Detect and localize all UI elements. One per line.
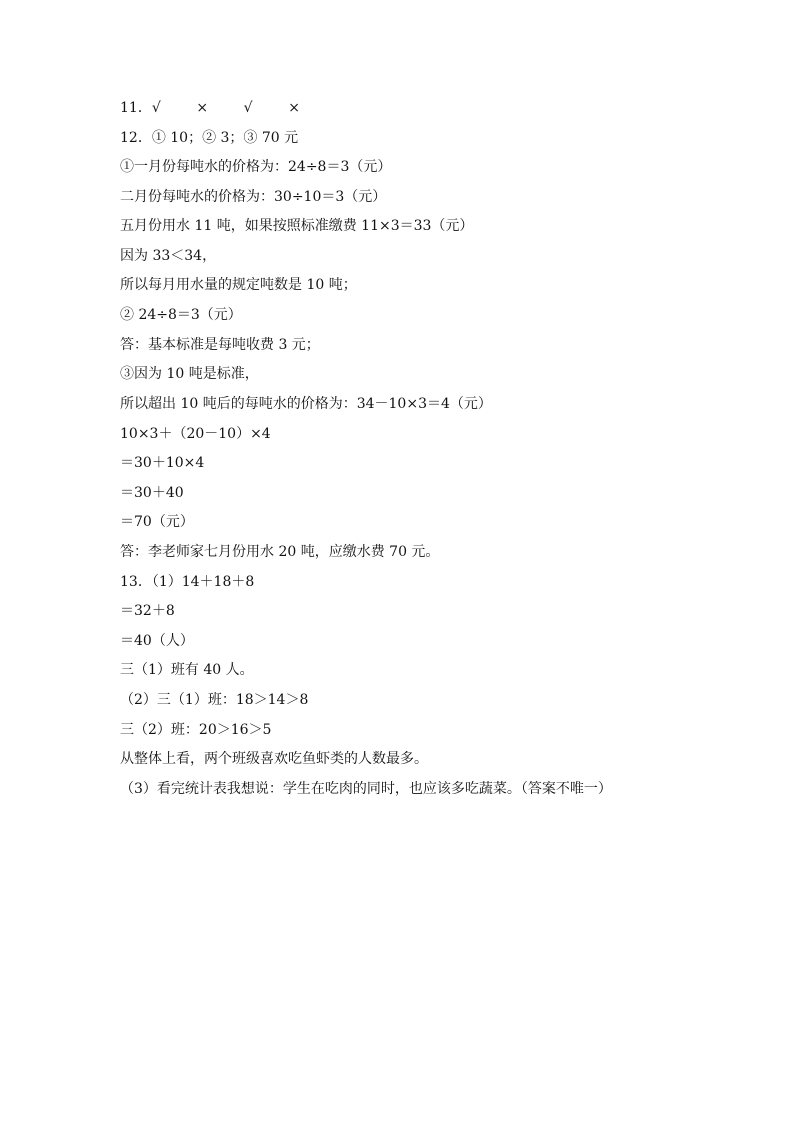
- calculation-line: 10×3＋（20－10）×4: [120, 426, 271, 442]
- answer-12-line: 12．① 10；② 3；③ 70 元: [120, 130, 299, 146]
- calculation-line: ＝70（元）: [120, 514, 194, 530]
- answer-11-line: 11．√ × √ ×: [120, 100, 300, 116]
- solution-line: 三（1）班有 40 人。: [120, 662, 254, 678]
- solution-line: 从整体上看，两个班级喜欢吃鱼虾类的人数最多。: [120, 751, 428, 767]
- solution-line: （2）三（1）班：18＞14＞8: [120, 692, 309, 708]
- solution-line: （3）看完统计表我想说：学生在吃肉的同时，也应该多吃蔬菜。（答案不唯一）: [120, 781, 612, 797]
- solution-line: ①一月份每吨水的价格为：24÷8＝3（元）: [120, 159, 392, 175]
- answer-statement-line: 答：李老师家七月份用水 20 吨，应缴水费 70 元。: [120, 544, 440, 560]
- solution-line: 二月份每吨水的价格为：30÷10＝3（元）: [120, 189, 387, 205]
- calculation-line: ＝32＋8: [120, 603, 175, 619]
- solution-line: 所以每月用水量的规定吨数是 10 吨；: [120, 277, 357, 293]
- answer-13-line: 13．（1）14＋18＋8: [120, 574, 255, 590]
- answer-statement-line: 答：基本标准是每吨收费 3 元；: [120, 337, 320, 353]
- solution-line: 三（2）班：20＞16＞5: [120, 722, 272, 738]
- solution-line: 因为 33＜34，: [120, 248, 217, 264]
- calculation-line: ＝40（人）: [120, 633, 194, 649]
- calculation-line: ＝30＋10×4: [120, 455, 205, 471]
- solution-line: ③因为 10 吨是标准，: [120, 366, 259, 382]
- calculation-line: ＝30＋40: [120, 485, 184, 501]
- solution-line: 五月份用水 11 吨，如果按照标准缴费 11×3＝33（元）: [120, 218, 474, 234]
- solution-line: 所以超出 10 吨后的每吨水的价格为：34－10×3＝4（元）: [120, 396, 492, 412]
- solution-line: ② 24÷8＝3（元）: [120, 307, 242, 323]
